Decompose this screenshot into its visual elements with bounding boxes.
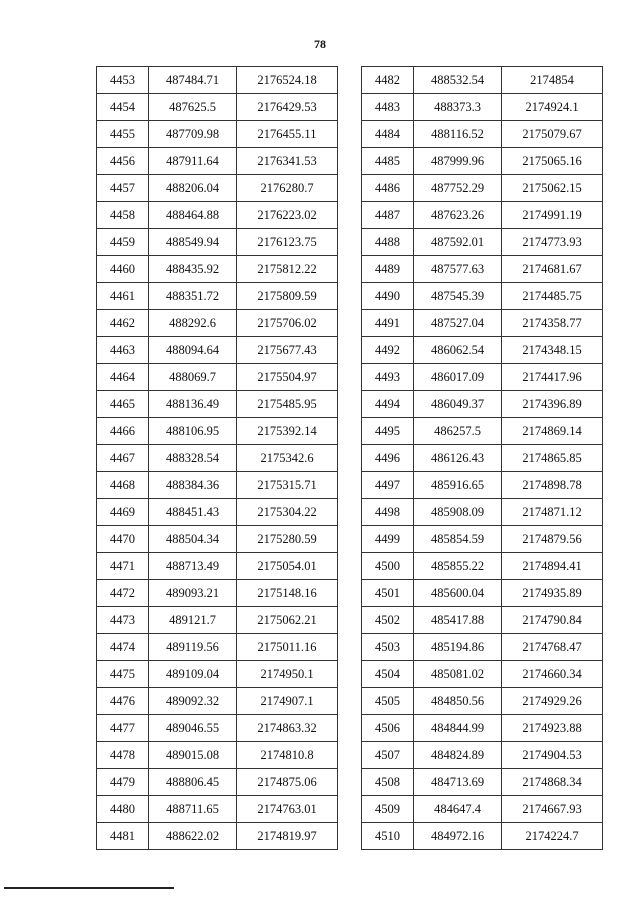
x-coordinate-cell: 485081.02	[414, 661, 502, 688]
y-coordinate-cell: 2174868.34	[502, 769, 603, 796]
y-coordinate-cell: 2176123.75	[237, 229, 338, 256]
table-row	[97, 769, 338, 796]
y-coordinate-cell: 2175485.95	[237, 391, 338, 418]
x-coordinate-cell: 488069.7	[149, 364, 237, 391]
table-row	[97, 553, 338, 580]
y-coordinate-cell: 2174768.47	[502, 634, 603, 661]
table-row	[97, 526, 338, 553]
y-coordinate-cell: 2175062.21	[237, 607, 338, 634]
table-row	[362, 364, 603, 391]
y-coordinate-cell: 2175304.22	[237, 499, 338, 526]
x-coordinate-cell: 488713.49	[149, 553, 237, 580]
y-coordinate-cell: 2174875.06	[237, 769, 338, 796]
point-id-cell: 4472	[97, 580, 149, 607]
point-id-cell: 4462	[97, 310, 149, 337]
table-row	[362, 229, 603, 256]
x-coordinate-cell: 484972.16	[414, 823, 502, 850]
table-row	[362, 823, 603, 850]
table-row	[97, 823, 338, 850]
table-row	[97, 418, 338, 445]
x-coordinate-cell: 488451.43	[149, 499, 237, 526]
y-coordinate-cell: 2174417.96	[502, 364, 603, 391]
point-id-cell: 4480	[97, 796, 149, 823]
y-coordinate-cell: 2174810.8	[237, 742, 338, 769]
x-coordinate-cell: 488435.92	[149, 256, 237, 283]
table-row	[97, 121, 338, 148]
point-id-cell: 4508	[362, 769, 414, 796]
table-row	[97, 688, 338, 715]
table-row	[97, 337, 338, 364]
point-id-cell: 4477	[97, 715, 149, 742]
x-coordinate-cell: 487484.71	[149, 67, 237, 94]
x-coordinate-cell: 488136.49	[149, 391, 237, 418]
x-coordinate-cell: 487625.5	[149, 94, 237, 121]
point-id-cell: 4497	[362, 472, 414, 499]
table-row	[362, 256, 603, 283]
x-coordinate-cell: 485417.88	[414, 607, 502, 634]
y-coordinate-cell: 2174879.56	[502, 526, 603, 553]
y-coordinate-cell: 2174907.1	[237, 688, 338, 715]
x-coordinate-cell: 484844.99	[414, 715, 502, 742]
x-coordinate-cell: 485854.59	[414, 526, 502, 553]
y-coordinate-cell: 2174871.12	[502, 499, 603, 526]
point-id-cell: 4498	[362, 499, 414, 526]
point-id-cell: 4510	[362, 823, 414, 850]
y-coordinate-cell: 2176341.53	[237, 148, 338, 175]
point-id-cell: 4474	[97, 634, 149, 661]
table-row	[362, 553, 603, 580]
x-coordinate-cell: 487577.63	[414, 256, 502, 283]
point-id-cell: 4470	[97, 526, 149, 553]
x-coordinate-cell: 484713.69	[414, 769, 502, 796]
table-row	[97, 202, 338, 229]
footnote-divider	[4, 887, 174, 889]
y-coordinate-cell: 2175280.59	[237, 526, 338, 553]
point-id-cell: 4459	[97, 229, 149, 256]
point-id-cell: 4506	[362, 715, 414, 742]
table-row	[362, 310, 603, 337]
point-id-cell: 4483	[362, 94, 414, 121]
x-coordinate-cell: 487592.01	[414, 229, 502, 256]
y-coordinate-cell: 2174396.89	[502, 391, 603, 418]
table-row	[362, 499, 603, 526]
y-coordinate-cell: 2175079.67	[502, 121, 603, 148]
table-row	[362, 796, 603, 823]
y-coordinate-cell: 2176223.02	[237, 202, 338, 229]
x-coordinate-cell: 487545.39	[414, 283, 502, 310]
y-coordinate-cell: 2175148.16	[237, 580, 338, 607]
x-coordinate-cell: 487709.98	[149, 121, 237, 148]
point-id-cell: 4507	[362, 742, 414, 769]
table-row	[97, 580, 338, 607]
point-id-cell: 4458	[97, 202, 149, 229]
y-coordinate-cell: 2174660.34	[502, 661, 603, 688]
y-coordinate-cell: 2174224.7	[502, 823, 603, 850]
x-coordinate-cell: 486126.43	[414, 445, 502, 472]
x-coordinate-cell: 488464.88	[149, 202, 237, 229]
y-coordinate-cell: 2175812.22	[237, 256, 338, 283]
point-id-cell: 4468	[97, 472, 149, 499]
table-row	[97, 715, 338, 742]
table-row	[362, 202, 603, 229]
point-id-cell: 4476	[97, 688, 149, 715]
point-id-cell: 4488	[362, 229, 414, 256]
y-coordinate-cell: 2175054.01	[237, 553, 338, 580]
x-coordinate-cell: 488116.52	[414, 121, 502, 148]
y-coordinate-cell: 2174773.93	[502, 229, 603, 256]
table-row	[97, 148, 338, 175]
y-coordinate-cell: 2174924.1	[502, 94, 603, 121]
y-coordinate-cell: 2175706.02	[237, 310, 338, 337]
y-coordinate-cell: 2175809.59	[237, 283, 338, 310]
point-id-cell: 4501	[362, 580, 414, 607]
x-coordinate-cell: 485855.22	[414, 553, 502, 580]
x-coordinate-cell: 487999.96	[414, 148, 502, 175]
x-coordinate-cell: 488094.64	[149, 337, 237, 364]
point-id-cell: 4499	[362, 526, 414, 553]
x-coordinate-cell: 485916.65	[414, 472, 502, 499]
table-row	[362, 472, 603, 499]
y-coordinate-cell: 2174929.26	[502, 688, 603, 715]
point-id-cell: 4464	[97, 364, 149, 391]
point-id-cell: 4473	[97, 607, 149, 634]
table-row	[362, 580, 603, 607]
y-coordinate-cell: 2174991.19	[502, 202, 603, 229]
point-id-cell: 4484	[362, 121, 414, 148]
table-row	[97, 499, 338, 526]
table-row	[362, 175, 603, 202]
table-row	[362, 337, 603, 364]
x-coordinate-cell: 489046.55	[149, 715, 237, 742]
point-id-cell: 4496	[362, 445, 414, 472]
table-row	[97, 607, 338, 634]
point-id-cell: 4460	[97, 256, 149, 283]
point-id-cell: 4455	[97, 121, 149, 148]
x-coordinate-cell: 489109.04	[149, 661, 237, 688]
x-coordinate-cell: 489015.08	[149, 742, 237, 769]
y-coordinate-cell: 2174358.77	[502, 310, 603, 337]
x-coordinate-cell: 488384.36	[149, 472, 237, 499]
point-id-cell: 4487	[362, 202, 414, 229]
x-coordinate-cell: 485600.04	[414, 580, 502, 607]
point-id-cell: 4475	[97, 661, 149, 688]
point-id-cell: 4500	[362, 553, 414, 580]
x-coordinate-cell: 488532.54	[414, 67, 502, 94]
point-id-cell: 4482	[362, 67, 414, 94]
table-row	[362, 607, 603, 634]
table-row	[97, 229, 338, 256]
point-id-cell: 4454	[97, 94, 149, 121]
point-id-cell: 4469	[97, 499, 149, 526]
point-id-cell: 4489	[362, 256, 414, 283]
x-coordinate-cell: 487527.04	[414, 310, 502, 337]
x-coordinate-cell: 488504.34	[149, 526, 237, 553]
table-row	[97, 67, 338, 94]
y-coordinate-cell: 2174667.93	[502, 796, 603, 823]
point-id-cell: 4505	[362, 688, 414, 715]
x-coordinate-cell: 486017.09	[414, 364, 502, 391]
point-id-cell: 4492	[362, 337, 414, 364]
y-coordinate-cell: 2174935.89	[502, 580, 603, 607]
point-id-cell: 4461	[97, 283, 149, 310]
table-row	[362, 445, 603, 472]
table-row	[97, 445, 338, 472]
table-row	[362, 67, 603, 94]
point-id-cell: 4486	[362, 175, 414, 202]
table-row	[362, 283, 603, 310]
x-coordinate-cell: 487911.64	[149, 148, 237, 175]
table-row	[97, 175, 338, 202]
x-coordinate-cell: 488292.6	[149, 310, 237, 337]
table-row	[362, 94, 603, 121]
y-coordinate-cell: 2175315.71	[237, 472, 338, 499]
table-row	[362, 418, 603, 445]
y-coordinate-cell: 2174763.01	[237, 796, 338, 823]
point-id-cell: 4457	[97, 175, 149, 202]
table-row	[97, 283, 338, 310]
point-id-cell: 4467	[97, 445, 149, 472]
table-row	[97, 742, 338, 769]
coordinates-table-left	[96, 66, 338, 850]
point-id-cell: 4456	[97, 148, 149, 175]
y-coordinate-cell: 2174865.85	[502, 445, 603, 472]
x-coordinate-cell: 485194.86	[414, 634, 502, 661]
point-id-cell: 4471	[97, 553, 149, 580]
table-row	[362, 148, 603, 175]
x-coordinate-cell: 484850.56	[414, 688, 502, 715]
point-id-cell: 4503	[362, 634, 414, 661]
y-coordinate-cell: 2174869.14	[502, 418, 603, 445]
page-number: 78	[314, 37, 326, 51]
x-coordinate-cell: 488806.45	[149, 769, 237, 796]
point-id-cell: 4463	[97, 337, 149, 364]
x-coordinate-cell: 489093.21	[149, 580, 237, 607]
table-row	[97, 796, 338, 823]
y-coordinate-cell: 2174923.88	[502, 715, 603, 742]
point-id-cell: 4493	[362, 364, 414, 391]
x-coordinate-cell: 487752.29	[414, 175, 502, 202]
table-row	[362, 391, 603, 418]
x-coordinate-cell: 488328.54	[149, 445, 237, 472]
table-row	[362, 634, 603, 661]
table-row	[362, 715, 603, 742]
y-coordinate-cell: 2175065.16	[502, 148, 603, 175]
point-id-cell: 4485	[362, 148, 414, 175]
coordinates-table-right	[361, 66, 603, 850]
table-row	[97, 310, 338, 337]
y-coordinate-cell: 2174950.1	[237, 661, 338, 688]
x-coordinate-cell: 488206.04	[149, 175, 237, 202]
x-coordinate-cell: 484647.4	[414, 796, 502, 823]
y-coordinate-cell: 2174819.97	[237, 823, 338, 850]
y-coordinate-cell: 2176524.18	[237, 67, 338, 94]
point-id-cell: 4509	[362, 796, 414, 823]
y-coordinate-cell: 2174898.78	[502, 472, 603, 499]
point-id-cell: 4490	[362, 283, 414, 310]
y-coordinate-cell: 2174894.41	[502, 553, 603, 580]
y-coordinate-cell: 2175392.14	[237, 418, 338, 445]
y-coordinate-cell: 2175062.15	[502, 175, 603, 202]
y-coordinate-cell: 2175011.16	[237, 634, 338, 661]
y-coordinate-cell: 2174863.32	[237, 715, 338, 742]
table-row	[97, 364, 338, 391]
table-row	[362, 661, 603, 688]
point-id-cell: 4504	[362, 661, 414, 688]
y-coordinate-cell: 2176455.11	[237, 121, 338, 148]
x-coordinate-cell: 486257.5	[414, 418, 502, 445]
x-coordinate-cell: 488711.65	[149, 796, 237, 823]
point-id-cell: 4491	[362, 310, 414, 337]
x-coordinate-cell: 484824.89	[414, 742, 502, 769]
point-id-cell: 4453	[97, 67, 149, 94]
table-row	[97, 472, 338, 499]
x-coordinate-cell: 486062.54	[414, 337, 502, 364]
x-coordinate-cell: 488106.95	[149, 418, 237, 445]
table-row	[97, 634, 338, 661]
table-row	[97, 94, 338, 121]
point-id-cell: 4465	[97, 391, 149, 418]
x-coordinate-cell: 489092.32	[149, 688, 237, 715]
y-coordinate-cell: 2174485.75	[502, 283, 603, 310]
x-coordinate-cell: 486049.37	[414, 391, 502, 418]
y-coordinate-cell: 2174681.67	[502, 256, 603, 283]
point-id-cell: 4481	[97, 823, 149, 850]
point-id-cell: 4494	[362, 391, 414, 418]
table-row	[362, 742, 603, 769]
table-row	[362, 526, 603, 553]
y-coordinate-cell: 2176280.7	[237, 175, 338, 202]
table-row	[97, 256, 338, 283]
x-coordinate-cell: 489121.7	[149, 607, 237, 634]
y-coordinate-cell: 2174790.84	[502, 607, 603, 634]
table-row	[362, 688, 603, 715]
point-id-cell: 4502	[362, 607, 414, 634]
y-coordinate-cell: 2174348.15	[502, 337, 603, 364]
point-id-cell: 4495	[362, 418, 414, 445]
y-coordinate-cell: 2175342.6	[237, 445, 338, 472]
table-row	[362, 121, 603, 148]
table-row	[362, 769, 603, 796]
y-coordinate-cell: 2175677.43	[237, 337, 338, 364]
x-coordinate-cell: 489119.56	[149, 634, 237, 661]
x-coordinate-cell: 488549.94	[149, 229, 237, 256]
y-coordinate-cell: 2175504.97	[237, 364, 338, 391]
point-id-cell: 4466	[97, 418, 149, 445]
table-row	[97, 391, 338, 418]
point-id-cell: 4479	[97, 769, 149, 796]
x-coordinate-cell: 488373.3	[414, 94, 502, 121]
y-coordinate-cell: 2174854	[502, 67, 603, 94]
table-row	[97, 661, 338, 688]
x-coordinate-cell: 485908.09	[414, 499, 502, 526]
x-coordinate-cell: 488622.02	[149, 823, 237, 850]
x-coordinate-cell: 488351.72	[149, 283, 237, 310]
y-coordinate-cell: 2174904.53	[502, 742, 603, 769]
y-coordinate-cell: 2176429.53	[237, 94, 338, 121]
x-coordinate-cell: 487623.26	[414, 202, 502, 229]
point-id-cell: 4478	[97, 742, 149, 769]
